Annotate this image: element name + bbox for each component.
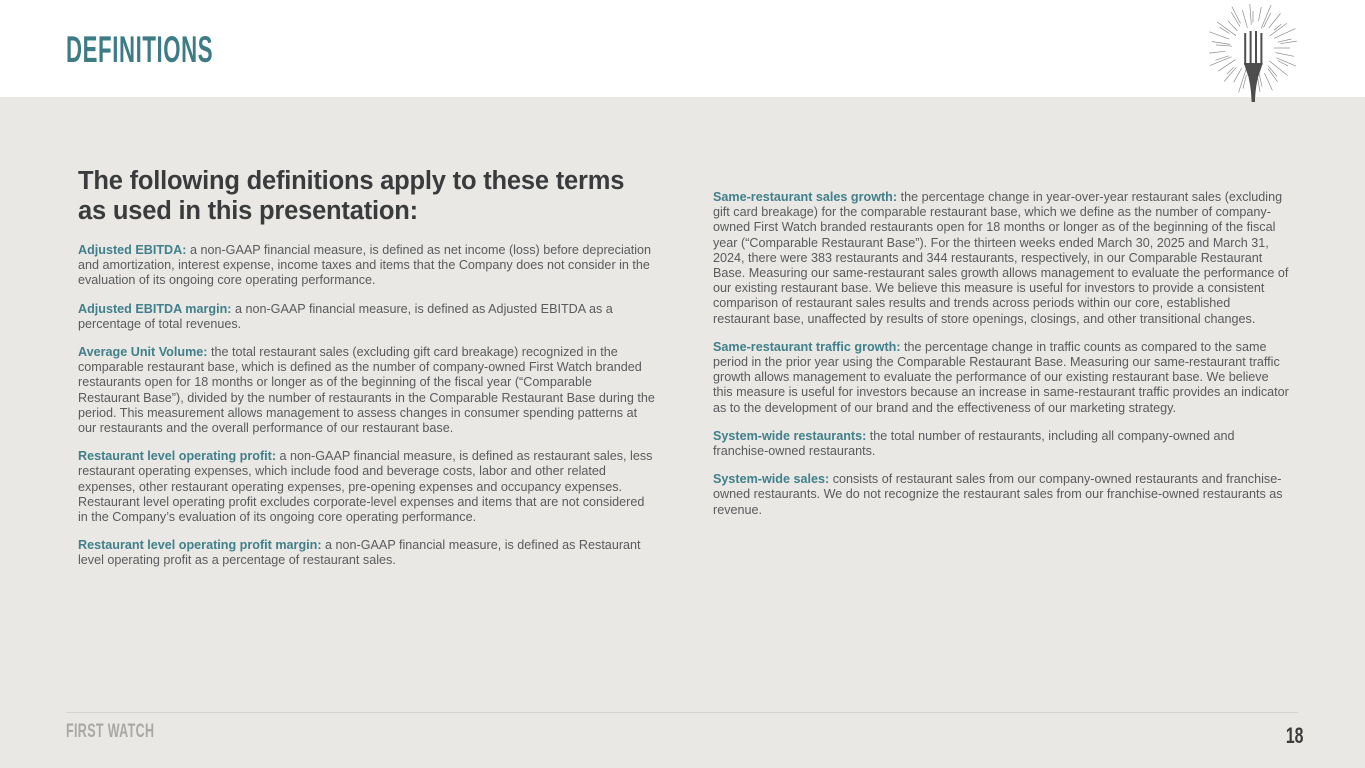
first-watch-wordmark: FIRST WATCH: [66, 721, 155, 742]
definition-term: Adjusted EBITDA margin:: [78, 301, 232, 316]
definition-text: the percentage change in year-over-year restaurant sales (excluding gift card breakage) for the comparable restaurant base, which we define as the number of company-owned First Watch branded restaurants open for 18 months or longer as of the beginning of the fiscal year (“Comparable Restaurant Base”). For the thirteen weeks ended March 30, 2025 and March 31, 2024, there were 383 restaurants and 344 restaurants, respectively, in our Comparable Restaurant Base. Measuring our same-restaurant sales growth allows management to evaluate the performance of our existing restaurant base. We believe this measure is useful for investors to provide a consistent comparison of restaurant sales results and trends across periods within our core, established restaurant base, unaffected by results of store openings, closings, and other transitional changes.: [713, 190, 1289, 326]
definition-restaurant-level-operating-profit: [78, 449, 655, 525]
definition-adjusted-ebitda-margin: [78, 302, 655, 332]
definition-system-wide-restaurants: [713, 429, 1290, 459]
definition-term: Same-restaurant sales growth:: [713, 190, 898, 204]
definition-same-restaurant-sales-growth: [713, 190, 1290, 327]
page-number: 18: [1285, 723, 1303, 748]
definition-text: a non-GAAP financial measure, is defined as Restaurant level operating profit as a percentage of restaurant sales.: [78, 538, 641, 568]
header-bar: [0, 0, 1365, 97]
definitions-column-right: [713, 190, 1290, 531]
definition-restaurant-level-operating-profit-margin: [78, 538, 655, 568]
page-title: DEFINITIONS: [66, 29, 214, 70]
definition-text: a non-GAAP financial measure, is defined as net income (loss) before depreciation and amortization, interest expense, income taxes and items that the Company does not consider in the evaluation of its ongoing core operating performance.: [78, 243, 652, 288]
first-watch-fork-sunburst-logo: [1198, 2, 1308, 106]
footer-divider: [66, 712, 1298, 713]
definition-adjusted-ebitda: [78, 243, 655, 289]
definition-term: Average Unit Volume:: [78, 345, 208, 360]
definition-text: the percentage change in traffic counts as compared to the same period in the prior year using the Comparable Restaurant Base. Measuring our same-restaurant traffic growth allows management to evaluate the performance of our existing restaurant base. We believe this measure is useful for investors because an increase in same-restaurant traffic provides an indicator as to the development of our brand and the effectiveness of our marketing strategy.: [713, 339, 1289, 415]
intro-heading: The following definitions apply to these terms as used in this presentation:: [78, 167, 625, 225]
definition-term: Restaurant level operating profit:: [78, 449, 277, 464]
definition-text: the total number of restaurants, including all company-owned and franchise-owned restaurants.: [713, 428, 1235, 459]
definition-text: the total restaurant sales (excluding gift card breakage) recognized in the comparable restaurant base, which is defined as the number of company-owned First Watch branded restaurants open for 18 months or longer as of the beginning of the fiscal year (“Comparable Restaurant Base”), divided by the number of restaurants in the Comparable Restaurant Base during the period. This measurement allows management to assess changes in consumer spending patterns at our restaurants and the overall performance of our restaurant base.: [78, 345, 655, 436]
definition-term: Restaurant level operating profit margin:: [78, 538, 322, 553]
definition-average-unit-volume: [78, 345, 655, 436]
definition-term: Same-restaurant traffic growth:: [713, 339, 901, 354]
definition-term: Adjusted EBITDA:: [78, 243, 187, 257]
definition-system-wide-sales: [713, 472, 1290, 518]
definition-text: consists of restaurant sales from our company-owned restaurants and franchise-owned restaurants. We do not recognize the restaurant sales from our franchise-owned restaurants as revenue.: [713, 472, 1283, 517]
fork-icon: [1198, 2, 1308, 106]
definition-term: System-wide restaurants:: [713, 428, 867, 443]
definition-term: System-wide sales:: [713, 472, 830, 487]
definition-text: a non-GAAP financial measure, is defined as restaurant sales, less restaurant operating expenses, which include food and beverage costs, labor and other related expenses, other restaurant operating expenses, pre-opening expenses and occupancy expenses. Restaurant level operating profit excludes corporate-level expenses and items that are not considered in the Company’s evaluation of its ongoing core operating performance.: [78, 449, 653, 525]
definition-text: a non-GAAP financial measure, is defined as Adjusted EBITDA as a percentage of total revenues.: [78, 301, 613, 331]
definition-same-restaurant-traffic-growth: [713, 340, 1290, 416]
definitions-column-left: [78, 166, 655, 582]
